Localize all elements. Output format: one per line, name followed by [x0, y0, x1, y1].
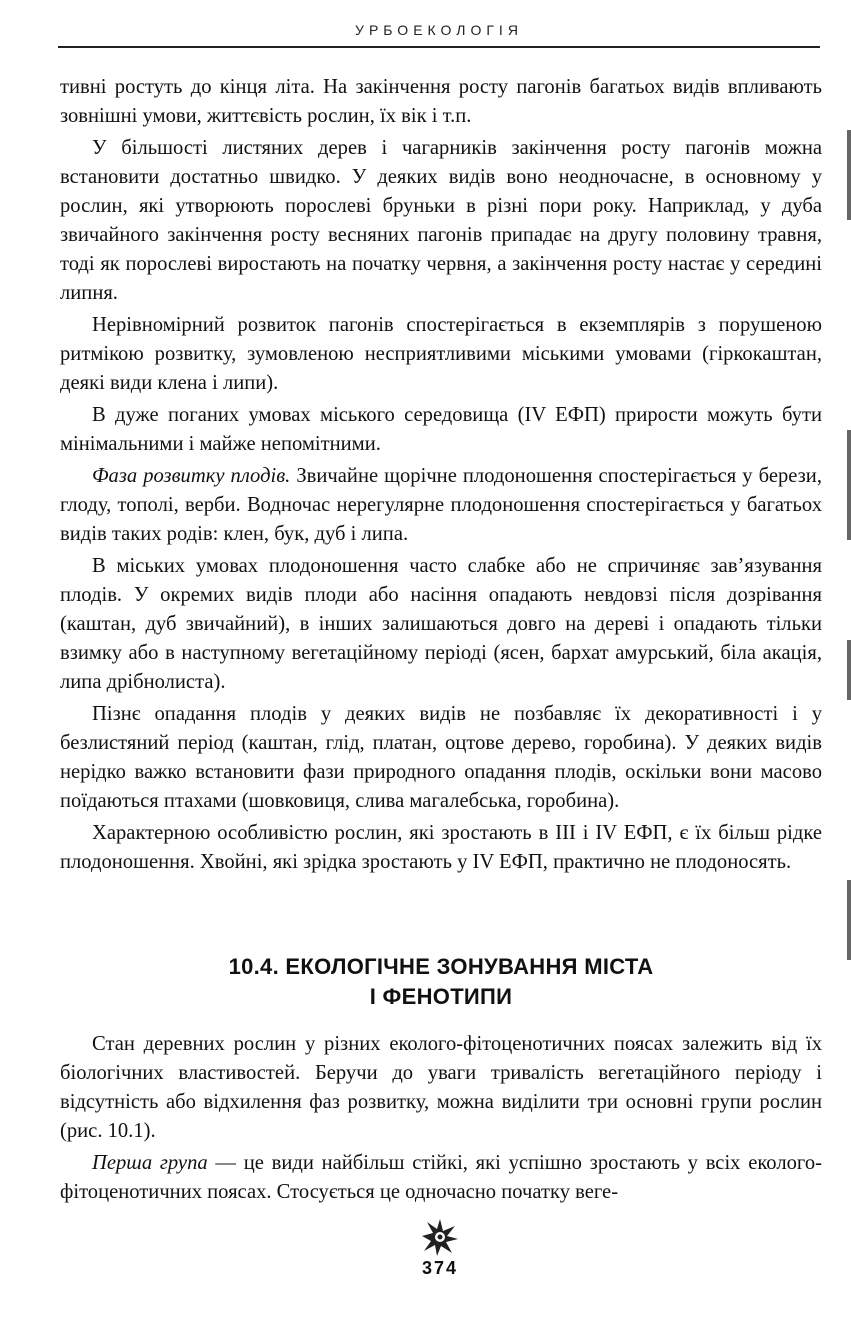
paragraph — [60, 552, 822, 697]
paragraph-text: У більшості листяних дерев і чагарників закінчення росту пагонів можна встановити достатньо швидко. У деяких видів воно неодночасне, в основному у рослин, які утворюють порослеві бруньки в різні пори року. Наприклад, у дуба звичайного закінчення росту весняних пагонів припадає на другу половину травня, тоді як порослеві виростають на початку червня, а закінчення росту настає у середині липня. — [60, 137, 822, 304]
paragraph — [60, 134, 822, 308]
scan-edge-mark — [847, 640, 851, 700]
scan-edge-mark — [847, 430, 851, 540]
paragraph-text: В дуже поганих умовах міського середовища (IV ЕФП) прирости можуть бути мінімальними і майже непомітними. — [60, 404, 822, 455]
paragraph-text: тивні ростуть до кінця літа. На закінчення росту пагонів багатьох видів впливають зовнішні умови, життєвість рослин, їх вік і т.п. — [60, 76, 822, 127]
section-title-line: І ФЕНОТИПИ — [369, 984, 513, 1009]
section-title — [60, 952, 822, 1012]
star-ornament-icon — [421, 1218, 459, 1256]
paragraph — [60, 401, 822, 459]
phase-heading: Фаза розвитку плодів. — [92, 465, 291, 487]
paragraph-text: Стан деревних рослин у різних еколого-фітоценотичних поясах залежить від їх біологічних властивостей. Беручи до уваги тривалість вегетаційного періоду і відсутність або відхилення фаз розвитку, можна виділити три основні групи рослин (рис. 10.1). — [60, 1033, 822, 1142]
paragraph — [60, 311, 822, 398]
paragraph — [60, 700, 822, 816]
paragraph — [60, 819, 822, 877]
scan-edge-mark — [847, 130, 851, 220]
paragraph — [60, 462, 822, 549]
section-title-line: 10.4. ЕКОЛОГІЧНЕ ЗОНУВАННЯ МІСТА — [228, 954, 654, 979]
paragraph-text: Характерною особливістю рослин, які зростають в III і IV ЕФП, є їх більш рідке плодоношення. Хвойні, які зрідка зростають у IV ЕФП, практично не плодоносять. — [60, 822, 822, 873]
main-text — [60, 73, 822, 880]
paragraph-text: Нерівномірний розвиток пагонів спостерігається в екземплярів з порушеною ритмікою розвитку, зумовленою несприятливими міськими умовами (гіркокаштан, деякі види клена і липи). — [60, 314, 822, 394]
paragraph-text: Звичайне щорічне плодоношення спостерігається у берези, глоду, тополі, верби. Водночас нерегулярне плодоношення спостерігається у багатьох видів таких родів: клен, бук, дуб і липа. — [60, 465, 822, 545]
paragraph-text: Пізнє опадання плодів у деяких видів не позбавляє їх декоративності і у безлистяний період (каштан, глід, платан, оцтове дерево, горобина). У деяких видів нерідко важко встановити фази природного опадання плодів, оскільки вони масово поїдаються птахами (шовковиця, слива магалебська, горобина). — [60, 703, 822, 812]
page-footer — [400, 1218, 480, 1318]
scan-edge-mark — [847, 880, 851, 960]
group-heading: Перша група — [92, 1152, 208, 1174]
running-head: УРБОЕКОЛОГІЯ — [355, 22, 523, 38]
section-text — [60, 1030, 822, 1210]
paragraph-text: — це види найбільш стійкі, які успішно зростають у всіх еколого-фітоценотичних поясах. Стосується це одночасно початку веге- — [60, 1152, 822, 1203]
paragraph — [60, 1149, 822, 1207]
page-number: 374 — [421, 1258, 459, 1278]
header-divider — [58, 46, 820, 48]
paragraph — [60, 1030, 822, 1146]
paragraph-text: В міських умовах плодоношення часто слабке або не спричиняє зав’язування плодів. У окремих видів плоди або насіння опадають невдовзі після дозрівання (каштан, дуб звичайний), в інших залишаються довго на дереві і опадають тільки взимку або в наступному вегетаційному періоді (ясен, бархат амурський, біла акація, липа дрібнолиста). — [60, 555, 822, 693]
paragraph — [60, 73, 822, 131]
